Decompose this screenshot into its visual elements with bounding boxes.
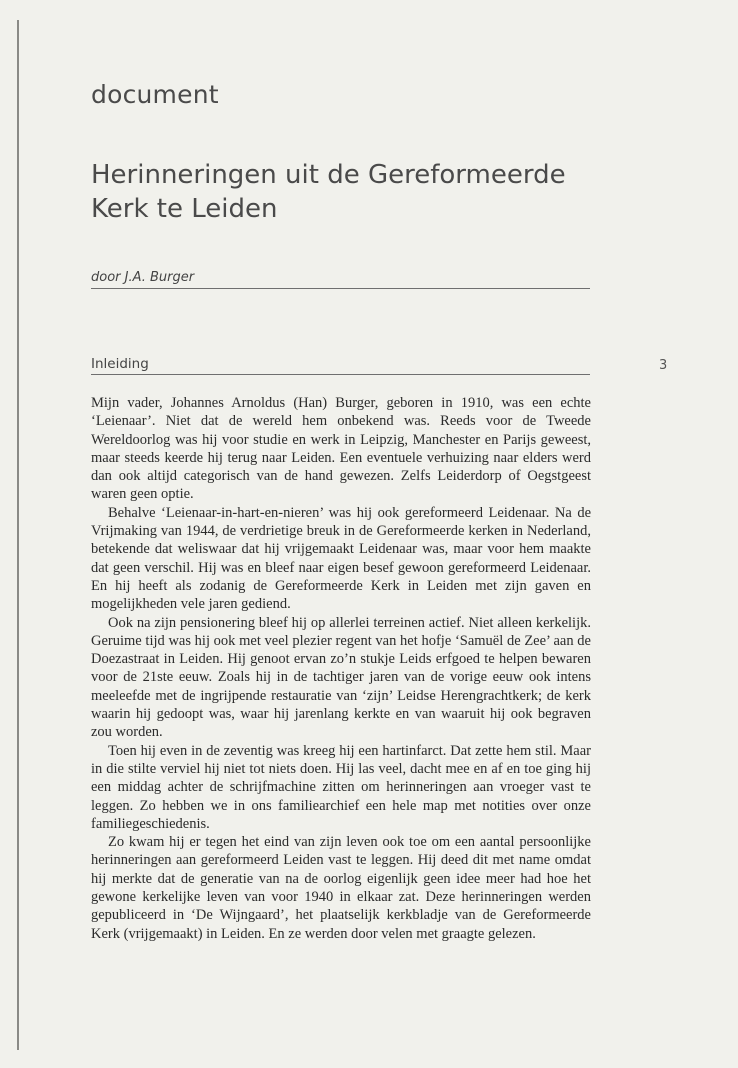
paragraph: Mijn vader, Johannes Arnoldus (Han) Burger, geboren in 1910, was een echte ‘Leienaar’. Niet dat de wereld hem onbekend was. Reeds voor de Tweede Wereldoorlog was hij voor studie en werk in Leipzig, Manchester en Parijs geweest, maar steeds keerde hij terug naar Leiden. Een eventuele verhuizing naar elders werd dan ook altijd categorisch van de hand gewezen. Zelfs Leiderdorp of Oegstgeest waren geen optie. (91, 395, 591, 503)
article-body (91, 394, 591, 943)
paragraph: Toen hij even in de zeventig was kreeg hij een hartinfarct. Dat zette hem stil. Maar in die stilte verviel hij niet tot niets doen. Hij las veel, dacht mee en af en toe ging hij een middag achter de schrijfmachine zitten om herinneringen aan vroeger vast te leggen. Zo hebben we in ons familiearchief een hele map met notities over onze familiegeschiedenis. (91, 742, 591, 832)
section-label: document (91, 80, 219, 109)
article-title: Herinneringen uit de Gereformeerde Kerk te Leiden (91, 160, 566, 224)
paragraph: Zo kwam hij er tegen het eind van zijn leven ook toe om een aantal persoonlijke herinneringen aan gereformeerd Leiden vast te leggen. Hij deed dit met name omdat hij merkte dat de generatie van na de oorlog eigenlijk geen idee meer had hoe het gewone kerkelijke leven van voor 1940 in elkaar zat. Deze herinneringen werden gepubliceerd in ‘De Wijngaard’, het plaatselijk kerkbladje van de Gereformeerde Kerk (vrijgemaakt) in Leiden. En ze werden door velen met graagte gelezen. (91, 834, 591, 942)
page-number: 3 (659, 358, 668, 373)
section-heading: Inleiding (91, 356, 590, 375)
paragraph: Behalve ‘Leienaar-in-hart-en-nieren’ was hij ook gereformeerd Leidenaar. Na de Vrijmaking van 1944, de verdrietige breuk in de Gereformeerde kerken in Nederland, betekende dat weliswaar dat hij vrijgemaakt Leidenaar was, maar voor hem maakte dat geen verschil. Hij was en bleef naar eigen besef gewoon gereformeerd Leidenaar. En hij heeft als zodanig de Gereformeerde Kerk in Leiden met zijn gaven en mogelijkheden vele jaren gediend. (91, 504, 591, 613)
page-binding-edge (17, 20, 19, 1050)
paragraph: Ook na zijn pensionering bleef hij op allerlei terreinen actief. Niet alleen kerkelijk. Geruime tijd was hij ook met veel plezier regent van het hofje ‘Samuël de Zee’ aan de Doezastraat in Leiden. Hij genoot ervan zo’n stukje Leids erfgoed te helpen bewaren voor de 21ste eeuw. Zoals hij in de tachtiger jaren van de vorige eeuw ook intens meeleefde met de ingrijpende restauratie van ‘zijn’ Leidse Herengrachtkerk; de kerk waarin hij gedoopt was, waar hij jarenlang kerkte en van waaruit hij ook begraven zou worden. (91, 614, 591, 741)
byline: door J.A. Burger (91, 270, 590, 289)
